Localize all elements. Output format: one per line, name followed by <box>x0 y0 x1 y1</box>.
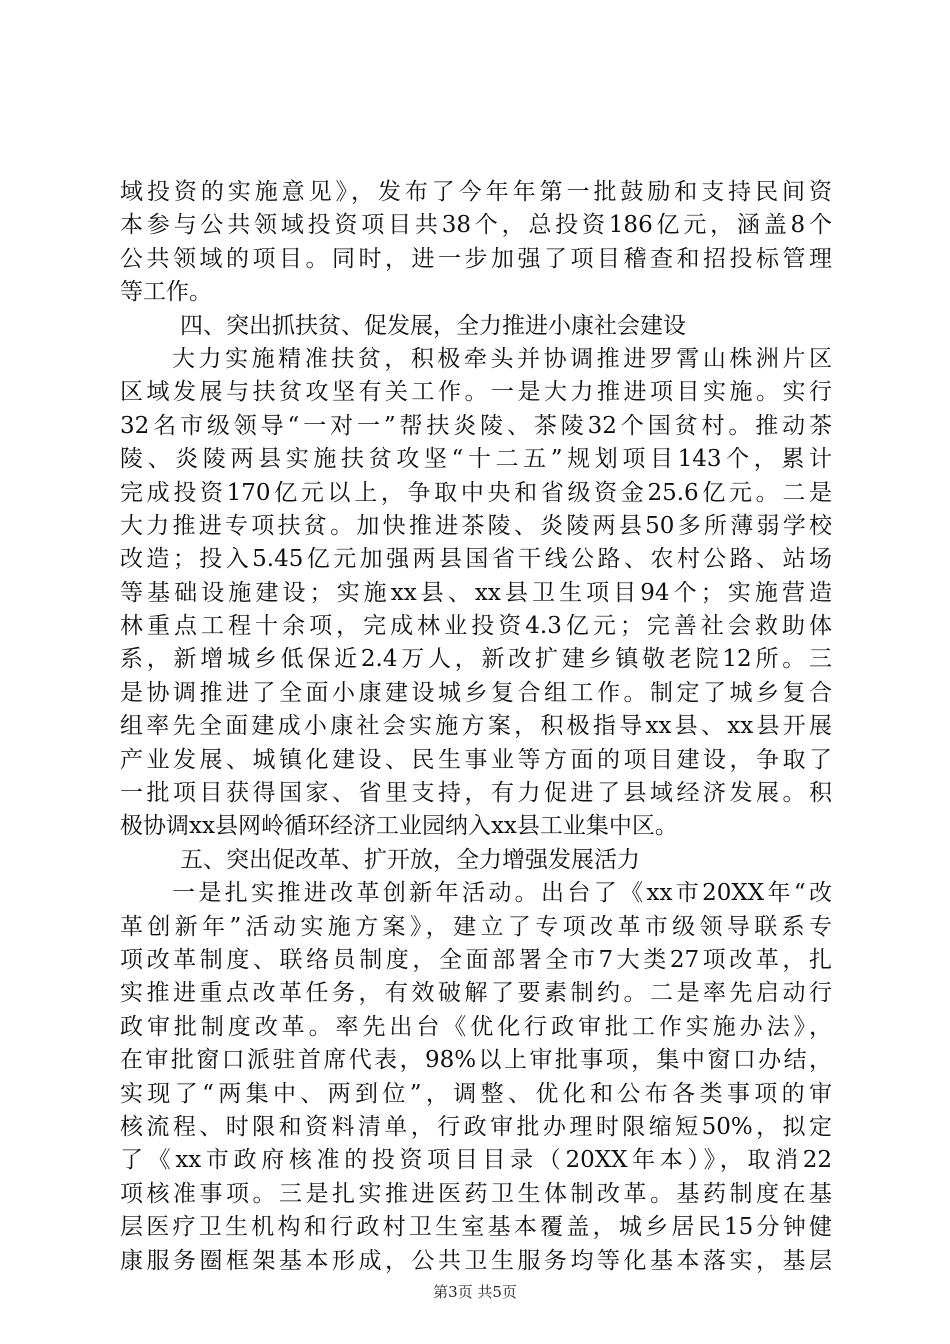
text-line: 一是扎实推进改革创新年活动。出台了《xx市20XX年“改 <box>172 880 832 907</box>
text-line: 产业发展、城镇化建设、民生事业等方面的项目建设，争取了 <box>120 746 832 773</box>
text-line: 公共领域的项目。同时，进一步加强了项目稽查和招投标管理 <box>120 245 832 272</box>
text-line: 区域发展与扶贫攻坚有关工作。一是大力推进项目实施。实行 <box>120 379 832 406</box>
text-line: 林重点工程十余项，完成林业投资4.3亿元；完善社会救助体 <box>120 613 832 640</box>
text-line: 项核准事项。三是扎实推进医药卫生体制改革。基药制度在基 <box>120 1180 832 1207</box>
document-body <box>120 176 832 1278</box>
text-line: 大力实施精准扶贫，积极牵头并协调推进罗霄山株洲片区 <box>172 345 832 372</box>
text-line: 组率先全面建成小康社会实施方案，积极指导xx县、xx县开展 <box>120 713 832 740</box>
section-heading: 四、突出抓扶贫、促发展，全力推进小康社会建设 <box>180 312 686 339</box>
text-line: 政审批制度改革。率先出台《优化行政审批工作实施办法》， <box>120 1013 832 1040</box>
text-line: 实推进重点改革任务，有效破解了要素制约。二是率先启动行 <box>120 980 832 1007</box>
section-heading: 五、突出促改革、扩开放，全力增强发展活力 <box>180 846 640 873</box>
text-line: 项改革制度、联络员制度，全面部署全市7大类27项改革，扎 <box>120 946 832 973</box>
text-line: 等基础设施建设；实施xx县、xx县卫生项目94个；实施营造 <box>120 579 832 606</box>
text-line: 域投资的实施意见》，发布了今年年第一批鼓励和支持民间资 <box>120 179 832 205</box>
text-line: 本参与公共领域投资项目共38个，总投资186亿元，涵盖8个 <box>120 212 832 239</box>
text-line: 在审批窗口派驻首席代表，98%以上审批事项，集中窗口办结， <box>120 1047 832 1074</box>
text-line: 康服务圈框架基本形成，公共卫生服务均等化基本落实，基层 <box>120 1247 832 1274</box>
text-line: 核流程、时限和资料清单，行政审批办理时限缩短50%，拟定 <box>120 1113 832 1140</box>
text-line: 层医疗卫生机构和行政村卫生室基本覆盖，城乡居民15分钟健 <box>120 1214 832 1241</box>
text-line: 极协调xx县网岭循环经济工业园纳入xx县工业集中区。 <box>120 813 678 840</box>
text-line: 等工作。 <box>120 279 212 306</box>
text-line: 完成投资170亿元以上，争取中央和省级资金25.6亿元。二是 <box>120 479 832 506</box>
text-line: 革创新年”活动实施方案》，建立了专项改革市级领导联系专 <box>120 913 832 940</box>
text-line: 是协调推进了全面小康建设城乡复合组工作。制定了城乡复合 <box>120 679 832 706</box>
text-line: 系，新增城乡低保近2.4万人，新改扩建乡镇敬老院12所。三 <box>120 646 832 673</box>
text-line: 32名市级领导“一对一”帮扶炎陵、茶陵32个国贫村。推动茶 <box>120 412 832 439</box>
page-number: 第3页 共5页 <box>433 1283 517 1301</box>
text-line: 实现了“两集中、两到位”，调整、优化和公布各类事项的审 <box>120 1080 832 1107</box>
text-line: 一批项目获得国家、省里支持，有力促进了县域经济发展。积 <box>120 780 832 807</box>
text-line: 改造；投入5.45亿元加强两县国省干线公路、农村公路、站场 <box>120 546 832 573</box>
text-line: 大力推进专项扶贫。加快推进茶陵、炎陵两县50多所薄弱学校 <box>120 512 832 539</box>
text-line: 陵、炎陵两县实施扶贫攻坚“十二五”规划项目143个，累计 <box>120 446 832 473</box>
text-line: 了《xx市政府核准的投资项目目录（20XX年本）》，取消22 <box>120 1147 832 1174</box>
